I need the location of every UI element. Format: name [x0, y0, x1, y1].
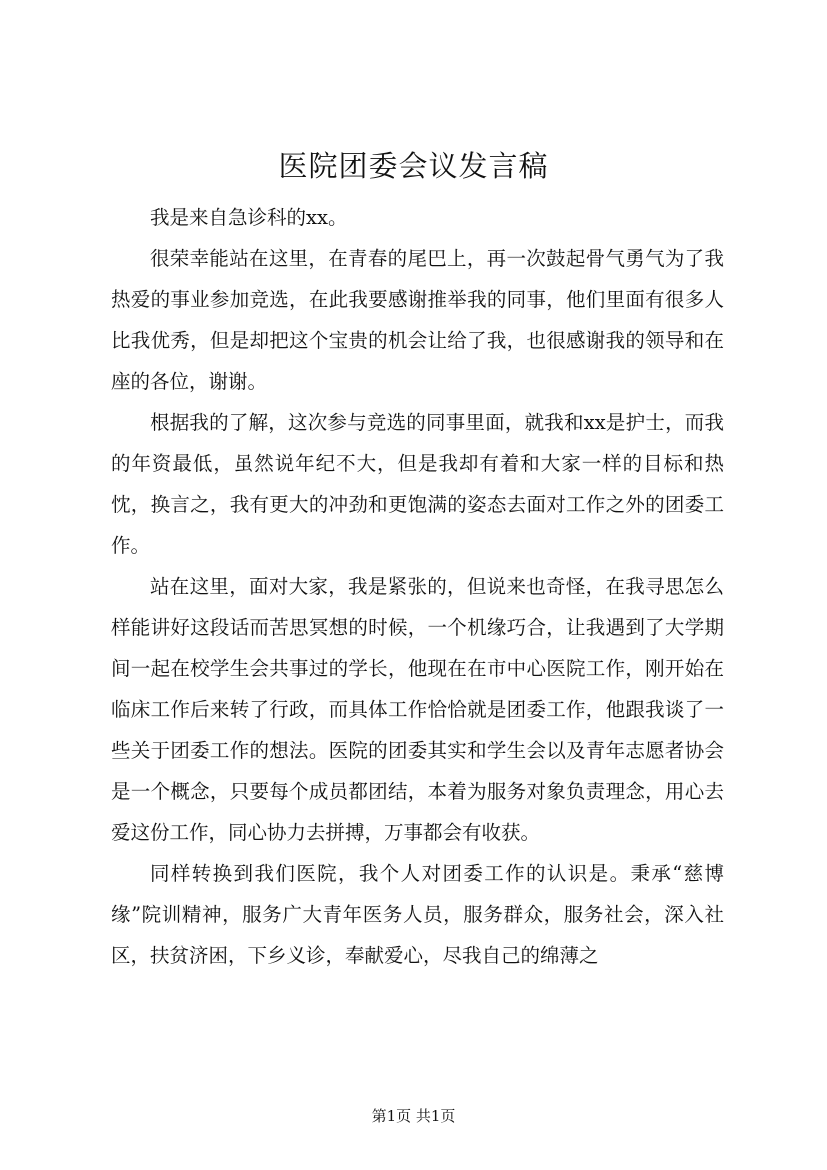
page-number-footer: 第1页 共1页	[371, 1107, 456, 1125]
paragraph-candidacy: 根据我的了解，这次参与竞选的同事里面，就我和xx是护士，而我的年资最低，虽然说年纪不大，但是我却有着和大家一样的目标和热忱，换言之，我有更大的冲劲和更饱满的姿态去面对工作之外的团委工作。	[111, 411, 724, 557]
document-body	[111, 197, 724, 976]
document-title: 医院团委会议发言稿	[278, 149, 549, 183]
paragraph-story: 站在这里，面对大家，我是紧张的，但说来也奇怪，在我寻思怎么样能讲好这段话而苦思冥想的时候，一个机缘巧合，让我遇到了大学期间一起在校学生会共事过的学长，他现在在市中心医院工作，刚开始在临床工作后来转了行政，而具体工作恰恰就是团委工作，他跟我谈了一些关于团委工作的想法。医院的团委其实和学生会以及青年志愿者协会是一个概念，只要每个成员都团结，本着为服务对象负责理念，用心去爱这份工作，同心协力去拼搏，万事都会有收获。	[111, 575, 724, 844]
paragraph-understanding: 同样转换到我们医院，我个人对团委工作的认识是。秉承“慈博缘”院训精神，服务广大青年医务人员，服务群众，服务社会，深入社区，扶贫济困，下乡义诊，奉献爱心，尽我自己的绵薄之	[111, 862, 724, 967]
paragraph-intro: 我是来自急诊科的xx。	[150, 206, 348, 229]
paragraph-gratitude: 很荣幸能站在这里，在青春的尾巴上，再一次鼓起骨气勇气为了我热爱的事业参加竞选，在此我要感谢推举我的同事，他们里面有很多人比我优秀，但是却把这个宝贵的机会让给了我，也很感谢我的领导和在座的各位，谢谢。	[111, 247, 724, 393]
